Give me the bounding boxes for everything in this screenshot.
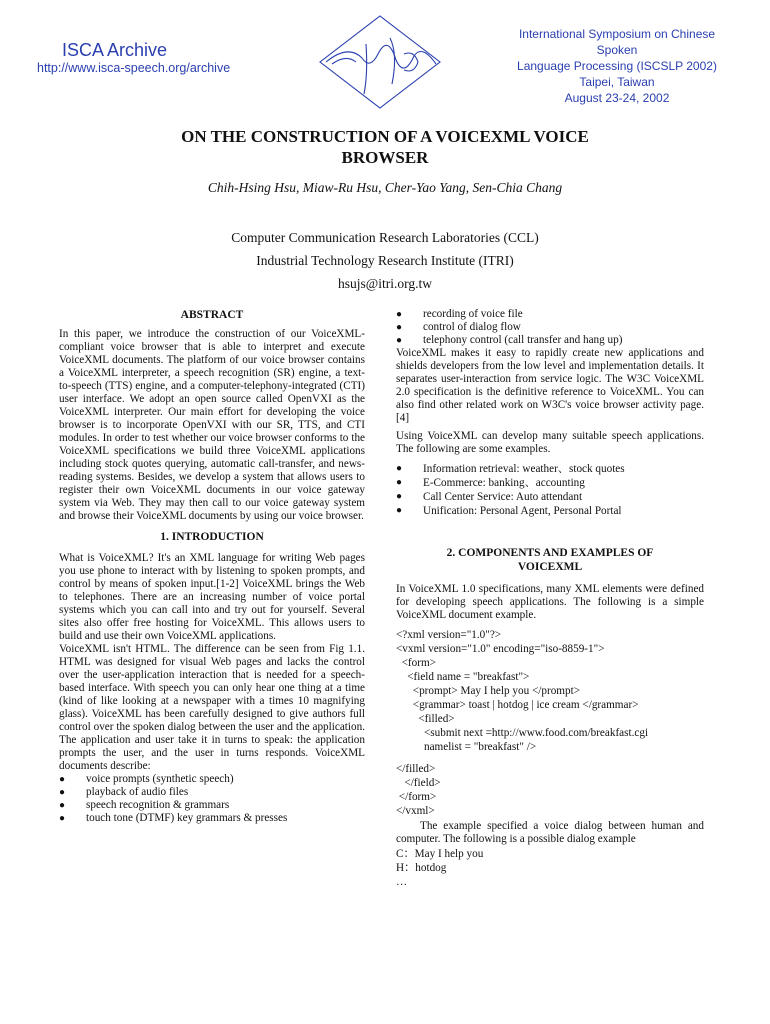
list-item-text: Unification: Personal Agent, Personal Portal (423, 505, 622, 517)
section-2-paragraph-1: In VoiceXML 1.0 specifications, many XML elements were defined for developing speech applications. The following is a simple VoiceXML document example. (396, 583, 704, 621)
list-item-text: speech recognition & grammars (86, 799, 230, 811)
affiliation-email[interactable]: hsujs@itri.org.tw (338, 276, 432, 291)
left-column (59, 308, 365, 825)
paper-title-line-1: ON THE CONSTRUCTION OF A VOICEXML VOICE (181, 127, 589, 146)
list-item (59, 799, 365, 812)
archive-title: ISCA Archive (62, 40, 168, 60)
list-item-text: Call Center Service: Auto attendant (423, 491, 583, 503)
intro-paragraph-1: What is VoiceXML? It's an XML language for writing Web pages you use phone to interact with by listening to spoken prompts, and control by means of spoken input.[1-2] VoiceXML brings the Web to telephones. There are an increasing number of voice portal systems which you can call into and try out for yourself. Several sites also offer free hosting for VoiceXML. This allows users to build and use their own VoiceXML applications. (59, 552, 365, 642)
affiliation-lab: Computer Communication Research Laboratories (CCL) (231, 230, 539, 245)
list-item (59, 786, 365, 799)
list-item-text: recording of voice file (423, 308, 523, 320)
list-item-text: control of dialog flow (423, 321, 521, 333)
list-item (396, 462, 704, 476)
list-item (396, 334, 704, 347)
intro-heading: 1. INTRODUCTION (160, 531, 264, 543)
right-column (396, 308, 704, 889)
bullet-icon: ● (396, 335, 403, 346)
conference-line-3: Taipei, Taiwan (579, 75, 655, 89)
section-2-heading-line-1: 2. COMPONENTS AND EXAMPLES OF (446, 547, 654, 559)
code-block-1: <?xml version="1.0"?> <vxml version="1.0" encoding="iso-8859-1"> <form> <field name = "breakfast"> <prompt> May I help you </prompt> <grammar> toast | hotdog | ice cream </grammar> <filled> <submit next =http://www.food.com/breakfast.cgi namelist = "breakfast" /> (396, 629, 649, 753)
bullet-icon: ● (59, 774, 66, 785)
conference-line-1: International Symposium on Chinese Spoken (518, 27, 716, 57)
section-2-heading (396, 546, 704, 574)
archive-url[interactable]: http://www.isca-speech.org/archive (37, 61, 231, 75)
list-item-text: Information retrieval: weather、stock quotes (423, 463, 625, 475)
abstract-heading: ABSTRACT (180, 309, 244, 321)
intro-paragraph-2: VoiceXML isn't HTML. The difference can be seen from Fig 1.1. HTML was designed for visual Web pages and lacks the control over the user-application interaction that is needed for a speech-based interface. With speech you can only hear one thing at a time (kind of like looking at a newspaper with a times 10 magnifying glass). VoiceXML has been carefully designed to give authors full control over the spoken dialog between the user and the application. The application and user take it in turns to speak: the application prompts the user, and the user in turns responds. VoiceXML documents describe: (59, 643, 365, 772)
bullet-icon: ● (396, 309, 403, 320)
list-item (59, 773, 365, 786)
conference-info (462, 26, 732, 106)
list-item-text: voice prompts (synthetic speech) (86, 773, 234, 785)
list-item-text: playback of audio files (86, 786, 189, 798)
bullet-icon: ● (396, 505, 403, 516)
list-item (396, 490, 704, 504)
dialog-example (396, 847, 704, 889)
bullet-icon: ● (396, 491, 403, 502)
section-2-heading-line-2: VOICEXML (517, 561, 583, 573)
dialog-line-human: H：hotdog (396, 862, 447, 874)
bullet-icon: ● (59, 800, 66, 811)
list-item (396, 504, 704, 518)
paper-title (0, 126, 770, 168)
bullet-icon: ● (396, 463, 403, 474)
dialog-line-computer: C：May I help you (396, 848, 484, 860)
bullet-icon: ● (396, 322, 403, 333)
affiliation-institute: Industrial Technology Research Institute (ITRI) (256, 253, 514, 268)
authors: Chih-Hsing Hsu, Miaw-Ru Hsu, Cher-Yao Yang, Sen-Chia Chang (207, 180, 563, 195)
voicexml-paragraph: VoiceXML makes it easy to rapidly create new applications and shields developers from the low level and implementation details. It separates user-interaction from service logic. The W3C VoiceXML 2.0 specification is the definitive reference to VoiceXML. You can also find other related work on W3C's voice browser activity page. [4] (396, 347, 704, 424)
dialog-ellipsis: … (396, 876, 408, 888)
conference-line-2: Language Processing (ISCSLP 2002) (517, 59, 717, 73)
bullet-icon: ● (59, 813, 66, 824)
applications-paragraph: Using VoiceXML can develop many suitable speech applications. The following are some examples. (396, 430, 704, 455)
list-item-text: touch tone (DTMF) key grammars & presses (86, 812, 288, 824)
list-item (396, 476, 704, 490)
paper-title-line-2: BROWSER (341, 148, 429, 167)
affiliation (0, 226, 770, 295)
section-2-paragraph-2: The example specified a voice dialog between human and computer. The following is a possible dialog example (396, 820, 704, 845)
code-block-2: </filled> </field> </form> </vxml> (396, 763, 441, 817)
list-item (396, 308, 704, 321)
examples-list (396, 462, 704, 518)
list-item (396, 321, 704, 334)
list-item (59, 812, 365, 825)
bullet-icon: ● (59, 787, 66, 798)
list-item-text: telephony control (call transfer and hang up) (423, 334, 623, 346)
isca-logo-icon (318, 14, 442, 110)
list-item-text: E-Commerce: banking、accounting (423, 477, 585, 489)
bullet-icon: ● (396, 477, 403, 488)
conference-line-4: August 23-24, 2002 (564, 91, 670, 105)
abstract-text: In this paper, we introduce the construction of our VoiceXML-compliant voice browser that is able to interpret and execute VoiceXML documents. The platform of our voice browser contains a VoiceXML interpreter, a speech recognition (SR) engine, a text-to-speech (TTS) engine, and a computer-telephony-integrated (CTI) user interface. We adopt an open source called OpenVXI as the VoiceXML interpreter. Our main effort for developing the voice browser is to incorporate OpenVXI with our SR, TTS, and CTI modules. In order to test whether our voice browser conforms to the VoiceXML specifications we build three VoiceXML applications including stock quotes querying, automatic call-transfer, and news-reading systems. Besides, we develop a system that allows users to register their own VoiceXML documents in our voice gateway system via Web. They may then call to our voice gateway system and browse their VoiceXML documents by using our voice browser. (59, 328, 365, 522)
